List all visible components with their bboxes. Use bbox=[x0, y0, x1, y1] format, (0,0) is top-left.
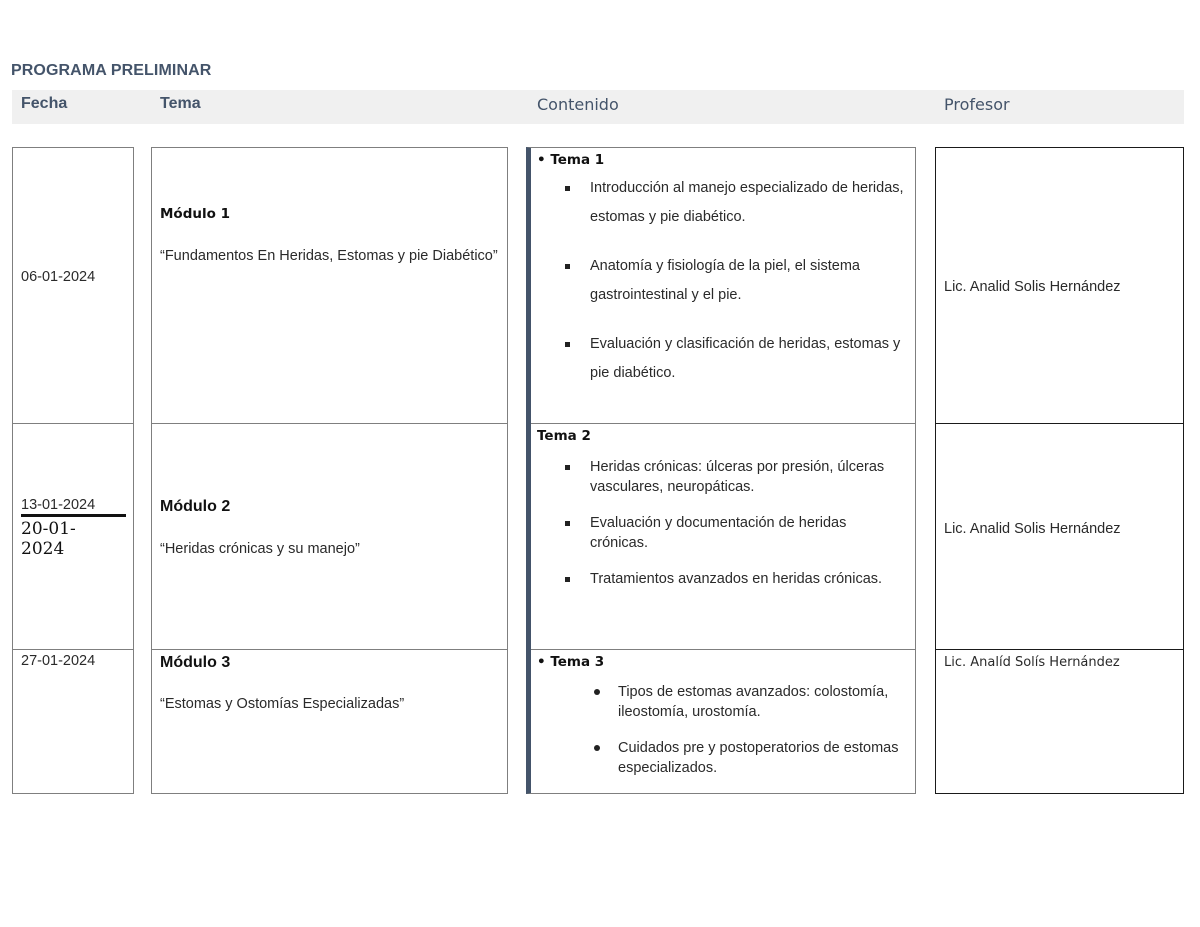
row1-fecha: 06-01-2024 bbox=[21, 269, 96, 285]
list-item: Cuidados pre y postoperatorios de estomas especializados. bbox=[537, 738, 909, 778]
row2-topic: Tema 2 bbox=[537, 428, 591, 444]
row1-tema: “Fundamentos En Heridas, Estomas y pie Diabético” bbox=[160, 248, 498, 264]
list-item: Evaluación y documentación de heridas crónicas. bbox=[537, 513, 887, 553]
fecha-column bbox=[12, 147, 134, 794]
row3-profesor: Lic. Analíd Solís Hernández bbox=[944, 655, 1120, 670]
list-item: Heridas crónicas: úlceras por presión, úlceras vasculares, neuropáticas. bbox=[537, 457, 887, 497]
row-divider bbox=[935, 423, 1184, 424]
row3-fecha: 27-01-2024 bbox=[21, 653, 96, 669]
page-title: PROGRAMA PRELIMINAR bbox=[11, 62, 212, 79]
row-divider bbox=[531, 423, 916, 424]
list-item: Tipos de estomas avanzados: colostomía, ileostomía, urostomía. bbox=[537, 682, 909, 722]
row1-profesor: Lic. Analid Solis Hernández bbox=[944, 279, 1121, 295]
row-divider bbox=[151, 423, 508, 424]
list-item: Tratamientos avanzados en heridas crónicas. bbox=[537, 569, 887, 589]
row2-fecha-nueva: 20-01-2024 bbox=[21, 519, 76, 559]
list-item: Introducción al manejo especializado de heridas, estomas y pie diabético. bbox=[537, 174, 912, 232]
date-strike-line bbox=[21, 514, 126, 517]
row-divider bbox=[935, 649, 1184, 650]
row2-content-list bbox=[537, 457, 887, 605]
row3-modulo: Módulo 3 bbox=[160, 654, 231, 671]
profesor-column bbox=[935, 147, 1184, 794]
row2-fecha-original: 13-01-2024 bbox=[21, 497, 96, 513]
row3-tema: “Estomas y Ostomías Especializadas” bbox=[160, 696, 405, 712]
row1-content-list bbox=[537, 174, 912, 408]
list-item: Evaluación y clasificación de heridas, estomas y pie diabético. bbox=[537, 330, 912, 388]
header-tema: Tema bbox=[160, 95, 201, 112]
header-contenido: Contenido bbox=[537, 95, 619, 114]
header-profesor: Profesor bbox=[944, 95, 1010, 114]
list-item: Anatomía y fisiología de la piel, el sistema gastrointestinal y el pie. bbox=[537, 252, 912, 310]
row3-topic: • Tema 3 bbox=[537, 654, 605, 670]
row1-topic: • Tema 1 bbox=[537, 152, 605, 168]
row-divider bbox=[12, 649, 134, 650]
row-divider bbox=[12, 423, 134, 424]
row-divider bbox=[151, 649, 508, 650]
row2-profesor: Lic. Analid Solis Hernández bbox=[944, 521, 1121, 537]
row1-modulo: Módulo 1 bbox=[160, 206, 230, 222]
row2-modulo: Módulo 2 bbox=[160, 498, 231, 515]
row3-content-list bbox=[537, 682, 909, 794]
row2-tema: “Heridas crónicas y su manejo” bbox=[160, 541, 360, 557]
row-divider bbox=[531, 649, 916, 650]
header-fecha: Fecha bbox=[21, 95, 68, 112]
